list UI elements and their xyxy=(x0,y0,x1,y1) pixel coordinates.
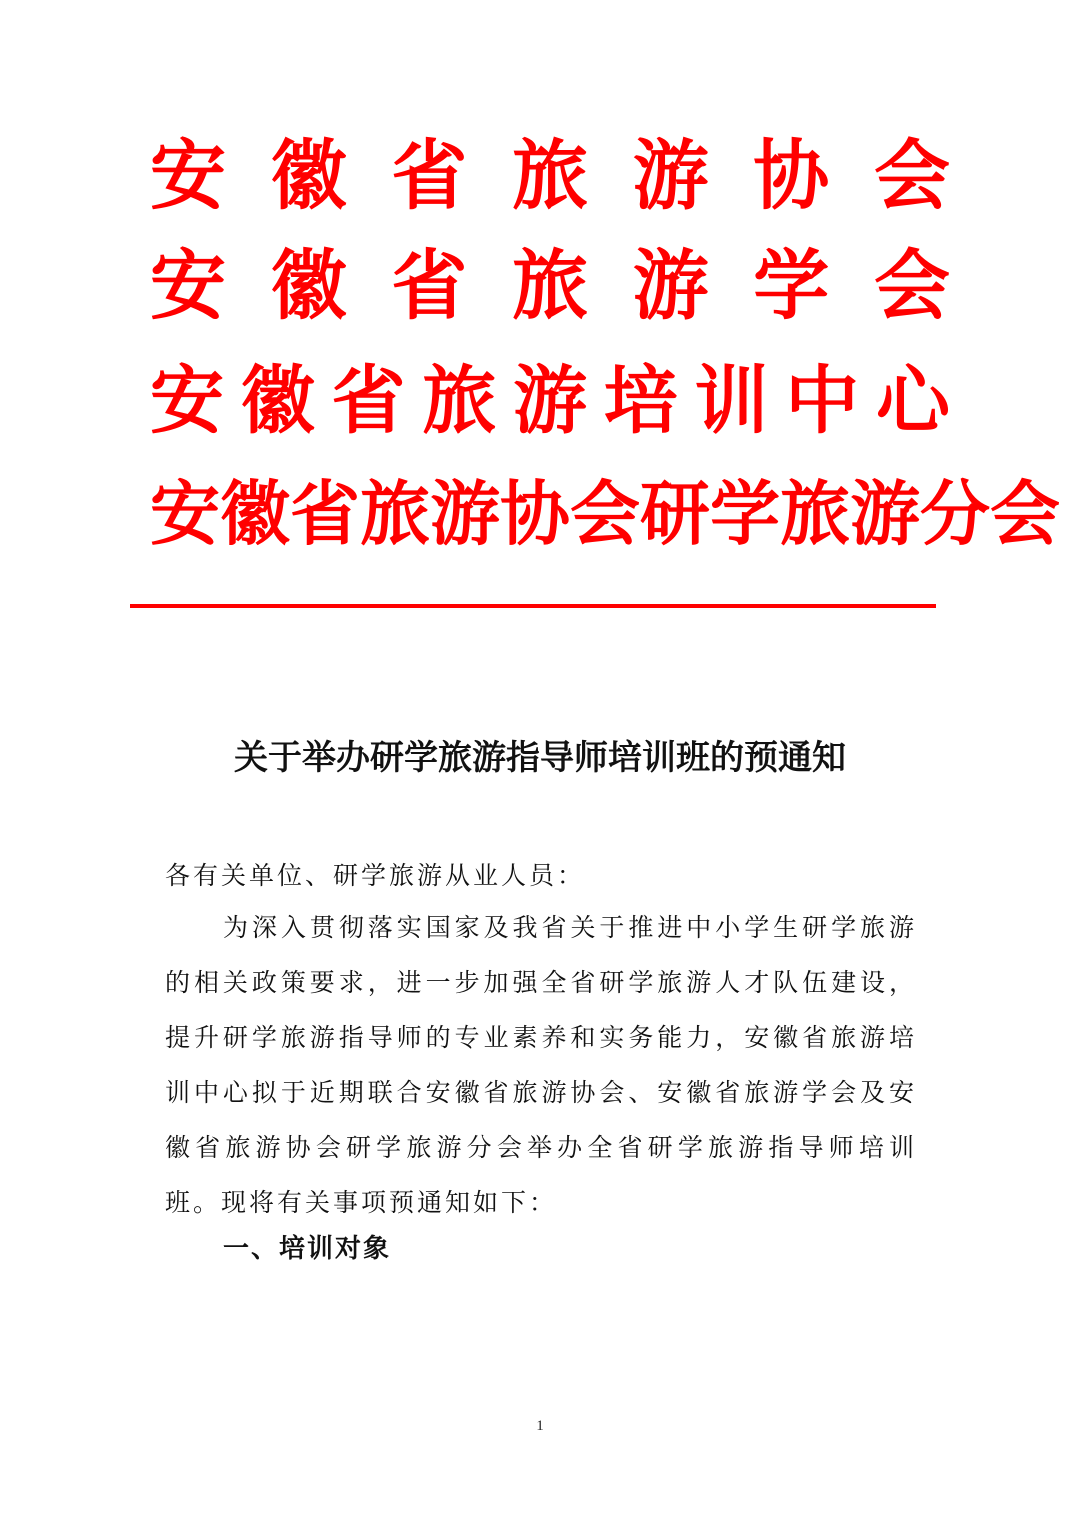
section-heading: 一、培训对象 xyxy=(223,1234,392,1264)
page-number: 1 xyxy=(536,1418,544,1434)
letterhead-line-tourism-association: 安 徽 省 旅 游 协 会 xyxy=(150,131,950,220)
document-title: 关于举办研学旅游指导师培训班的预通知 xyxy=(234,738,846,778)
body-paragraph: 为深入贯彻落实国家及我省关于推进中小学生研学旅游的相关政策要求，进一步加强全省研学旅游人才队伍建设，提升研学旅游指导师的专业素养和实务能力，安徽省旅游培训中心拟于近期联合安徽省旅游协会、安徽省旅游学会及安徽省旅游协会研学旅游分会举办全省研学旅游指导师培训班。现将有关事项预通知如下： xyxy=(165,913,917,1217)
salutation: 各有关单位、研学旅游从业人员： xyxy=(165,861,586,890)
letterhead-line-tourism-society: 安 徽 省 旅 游 学 会 xyxy=(150,241,950,330)
letterhead-divider xyxy=(130,604,936,608)
letterhead-line-study-tour-branch: 安 徽 省 旅 游 协 会 研 学 旅 游 分 会 xyxy=(150,473,1060,555)
letterhead-line-training-center: 安 徽 省 旅 游 培 训 中 心 xyxy=(150,358,950,444)
